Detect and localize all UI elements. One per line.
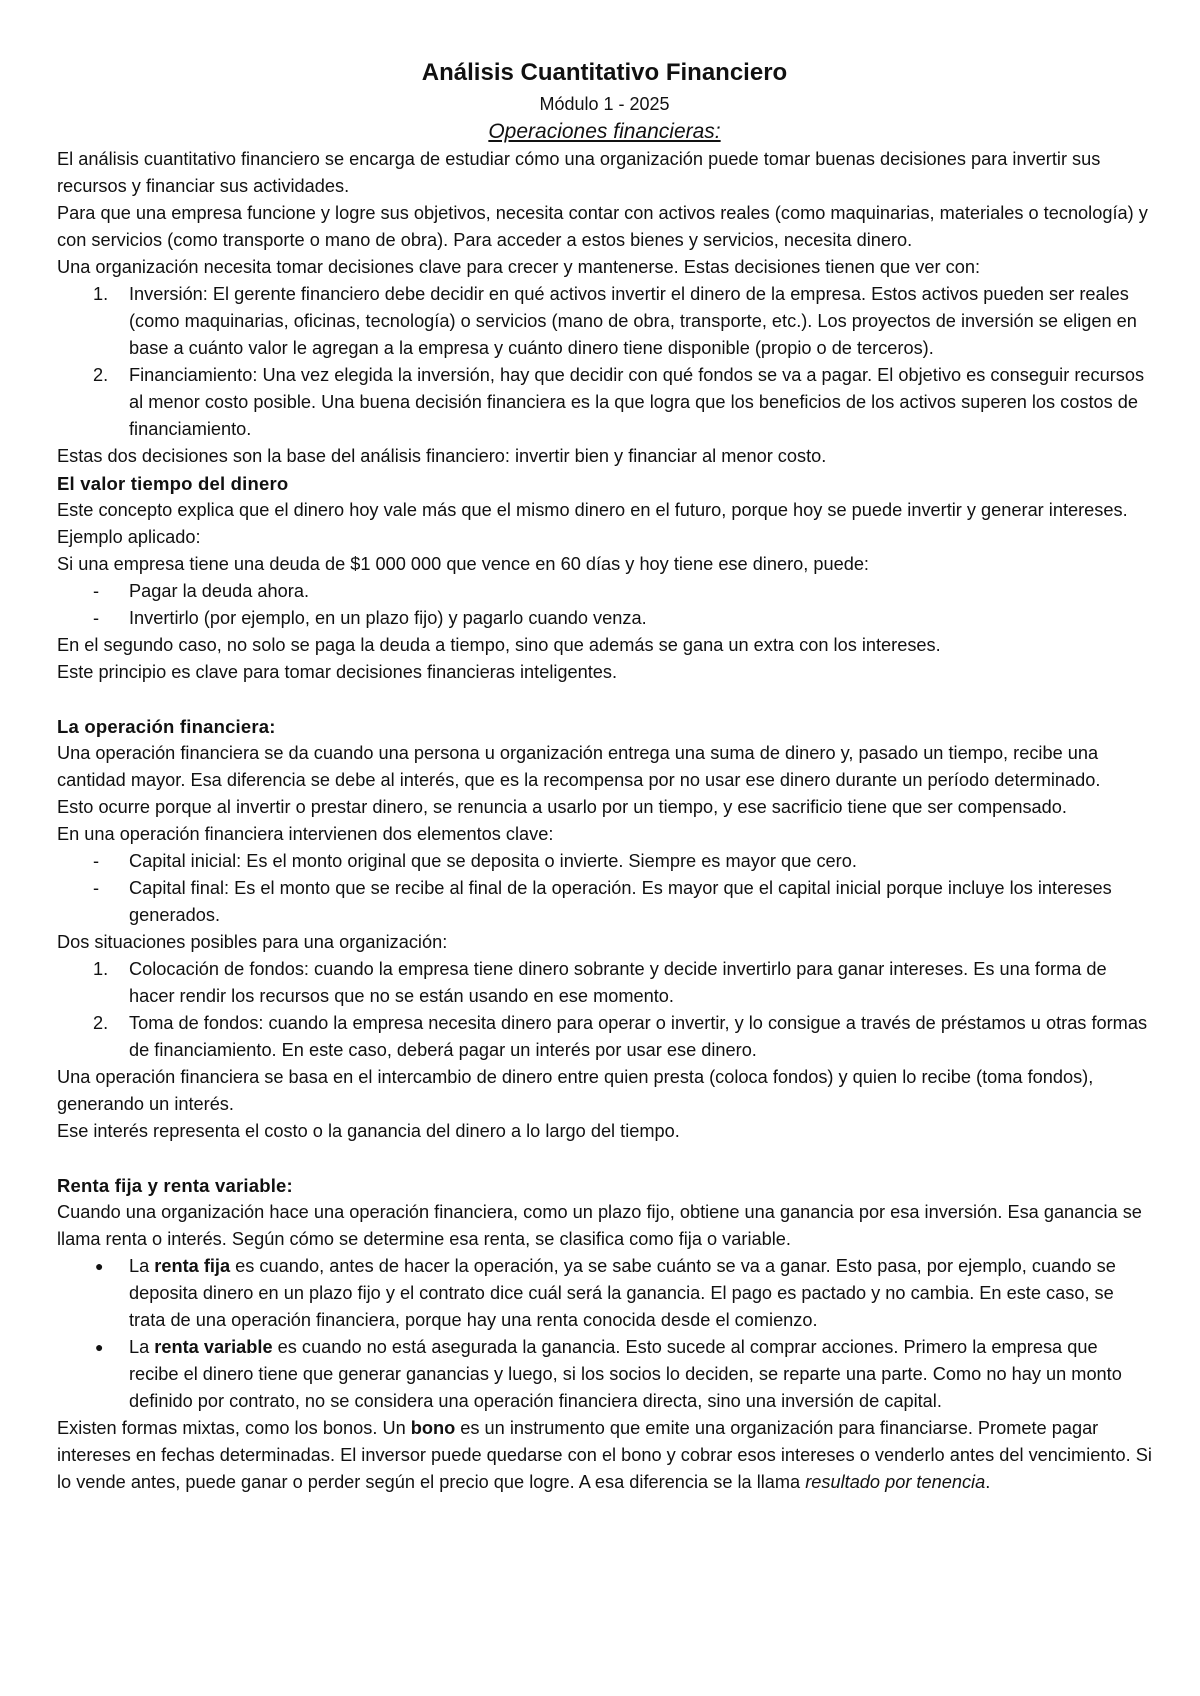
valor-paragraph-3: Si una empresa tiene una deuda de $1 000 000 que vence en 60 días y hoy tiene ese dinero, puede: bbox=[57, 554, 869, 574]
renta-paragraph-1: Cuando una organización hace una operación financiera, como un plazo fijo, obtiene una ganancia por esa inversión. Esa ganancia se llama renta o interés. Según cómo se determine esa renta, se clasifica como fija o variable. bbox=[57, 1202, 1142, 1249]
text-run: es cuando, antes de hacer la operación, ya se sabe cuánto se va a ganar. Esto pasa, por ejemplo, cuando se deposita dinero en un plazo fijo y el contrato dice cuál será la ganancia. El pago es pactado y no cambia. En este caso, se trata de una operación financiera, porque hay una renta conocida desde el comienzo. bbox=[129, 1256, 1116, 1330]
list-item bbox=[57, 578, 1152, 605]
list-item bbox=[57, 1253, 1152, 1334]
document-title: Análisis Cuantitativo Financiero bbox=[421, 59, 788, 86]
bullet-icon: ● bbox=[95, 1258, 104, 1274]
operacion-paragraph-5: Una operación financiera se basa en el intercambio de dinero entre quien presta (coloca fondos) y quien lo recibe (toma fondos), generando un interés. bbox=[57, 1067, 1094, 1114]
text-run: . bbox=[985, 1472, 991, 1492]
list-item bbox=[57, 875, 1152, 929]
valor-paragraph-2: Ejemplo aplicado: bbox=[57, 527, 201, 547]
list-item bbox=[57, 362, 1152, 443]
list-item bbox=[57, 1010, 1152, 1064]
valor-paragraph-4: En el segundo caso, no solo se paga la deuda a tiempo, sino que además se gana un extra con los intereses. bbox=[57, 635, 941, 655]
capital-list bbox=[57, 848, 1152, 929]
list-item-text: Colocación de fondos: cuando la empresa tiene dinero sobrante y decide invertirlo para ganar intereses. Es una forma de hacer rendir los recursos que no se están usando en ese momento. bbox=[129, 959, 1107, 1006]
list-item-text: Toma de fondos: cuando la empresa necesita dinero para operar o invertir, y lo consigue a través de préstamos u otras formas de financiamiento. En este caso, deberá pagar un interés por usar ese dinero. bbox=[129, 1013, 1148, 1060]
heading-valor-tiempo: El valor tiempo del dinero bbox=[57, 473, 289, 494]
spacer bbox=[57, 1145, 1152, 1172]
operacion-paragraph-4: Dos situaciones posibles para una organización: bbox=[57, 932, 448, 952]
text-run: La bbox=[129, 1256, 155, 1276]
bold-term: renta variable bbox=[154, 1337, 273, 1357]
renta-list bbox=[57, 1253, 1152, 1415]
list-item-text: Capital final: Es el monto que se recibe al final de la operación. Es mayor que el capital inicial porque incluye los intereses generados. bbox=[129, 878, 1112, 925]
operacion-paragraph-6: Ese interés representa el costo o la ganancia del dinero a lo largo del tiempo. bbox=[57, 1121, 680, 1141]
document-subtitle: Módulo 1 - 2025 bbox=[539, 94, 670, 114]
italic-term: resultado por tenencia bbox=[805, 1472, 986, 1492]
list-marker: - bbox=[93, 878, 100, 898]
list-item bbox=[57, 1334, 1152, 1415]
list-marker: 1. bbox=[93, 284, 109, 304]
list-item-text: Capital inicial: Es el monto original que se deposita o invierte. Siempre es mayor que cero. bbox=[129, 851, 857, 871]
list-item bbox=[57, 281, 1152, 362]
section-title: Operaciones financieras: bbox=[488, 120, 721, 143]
text-run: es un instrumento que emite una organización para financiarse. Promete pagar intereses en fechas determinadas. El inversor puede quedarse con el bono y cobrar esos intereses o venderlo antes del vencimiento. Si lo vende antes, puede ganar o perder según el precio que logre. A esa diferencia se la llama bbox=[57, 1418, 1152, 1492]
spacer bbox=[57, 686, 1152, 713]
list-marker: - bbox=[93, 581, 100, 601]
list-item bbox=[57, 956, 1152, 1010]
list-marker: - bbox=[93, 851, 100, 871]
text-run: La bbox=[129, 1337, 155, 1357]
intro-paragraph-2: Para que una empresa funcione y logre sus objetivos, necesita contar con activos reales (como maquinarias, materiales o tecnología) y con servicios (como transporte o mano de obra). Para acceder a estos bienes y servicios, necesita dinero. bbox=[57, 203, 1148, 250]
renta-paragraph-2 bbox=[57, 1415, 1152, 1496]
list-item-text: Inversión: El gerente financiero debe decidir en qué activos invertir el dinero de la empresa. Estos activos pueden ser reales (como maquinarias, oficinas, tecnología) o servicios (mano de obra, transporte, etc.). Los proyectos de inversión se eligen en base a cuánto valor le agregan a la empresa y cuánto dinero tiene disponible (propio o de terceros). bbox=[129, 284, 1137, 358]
heading-renta: Renta fija y renta variable: bbox=[57, 1175, 293, 1196]
text-run: Existen formas mixtas, como los bonos. Un bbox=[57, 1418, 411, 1438]
operacion-paragraph-1: Una operación financiera se da cuando una persona u organización entrega una suma de dinero y, pasado un tiempo, recibe una cantidad mayor. Esa diferencia se debe al interés, que es la recompensa por no usar ese dinero durante un período determinado. bbox=[57, 743, 1101, 790]
text-run: es cuando no está asegurada la ganancia. Esto sucede al comprar acciones. Primero la empresa que recibe el dinero tiene que generar ganancias y luego, si los socios lo deciden, se reparte una parte. Como no hay un monto definido por contrato, no se considera una operación financiera directa, sino una inversión de capital. bbox=[129, 1337, 1122, 1411]
situations-list bbox=[57, 956, 1152, 1064]
bold-term: bono bbox=[410, 1418, 456, 1438]
list-marker: 1. bbox=[93, 959, 109, 979]
options-list bbox=[57, 578, 1152, 632]
list-marker: 2. bbox=[93, 1013, 109, 1033]
list-marker: - bbox=[93, 608, 100, 628]
heading-operacion: La operación financiera: bbox=[57, 716, 276, 737]
intro-paragraph-1: El análisis cuantitativo financiero se encarga de estudiar cómo una organización puede tomar buenas decisiones para invertir sus recursos y financiar sus actividades. bbox=[57, 149, 1101, 196]
decisions-list bbox=[57, 281, 1152, 443]
intro-paragraph-4: Estas dos decisiones son la base del análisis financiero: invertir bien y financiar al menor costo. bbox=[57, 446, 827, 466]
valor-paragraph-1: Este concepto explica que el dinero hoy vale más que el mismo dinero en el futuro, porque hoy se puede invertir y generar intereses. bbox=[57, 500, 1128, 520]
list-item-text: Invertirlo (por ejemplo, en un plazo fijo) y pagarlo cuando venza. bbox=[129, 608, 647, 628]
list-marker: 2. bbox=[93, 365, 109, 385]
bold-term: renta fija bbox=[154, 1256, 231, 1276]
valor-paragraph-5: Este principio es clave para tomar decisiones financieras inteligentes. bbox=[57, 662, 618, 682]
intro-paragraph-3: Una organización necesita tomar decisiones clave para crecer y mantenerse. Estas decisiones tienen que ver con: bbox=[57, 257, 981, 277]
operacion-paragraph-3: En una operación financiera intervienen dos elementos clave: bbox=[57, 824, 554, 844]
list-item bbox=[57, 848, 1152, 875]
list-item-text: Financiamiento: Una vez elegida la inversión, hay que decidir con qué fondos se va a pagar. El objetivo es conseguir recursos al menor costo posible. Una buena decisión financiera es la que logra que los beneficios de los activos superen los costos de financiamiento. bbox=[129, 365, 1145, 439]
list-item-text: Pagar la deuda ahora. bbox=[129, 581, 309, 601]
bullet-icon: ● bbox=[95, 1339, 104, 1355]
list-item bbox=[57, 605, 1152, 632]
operacion-paragraph-2: Esto ocurre porque al invertir o prestar dinero, se renuncia a usarlo por un tiempo, y ese sacrificio tiene que ser compensado. bbox=[57, 797, 1067, 817]
